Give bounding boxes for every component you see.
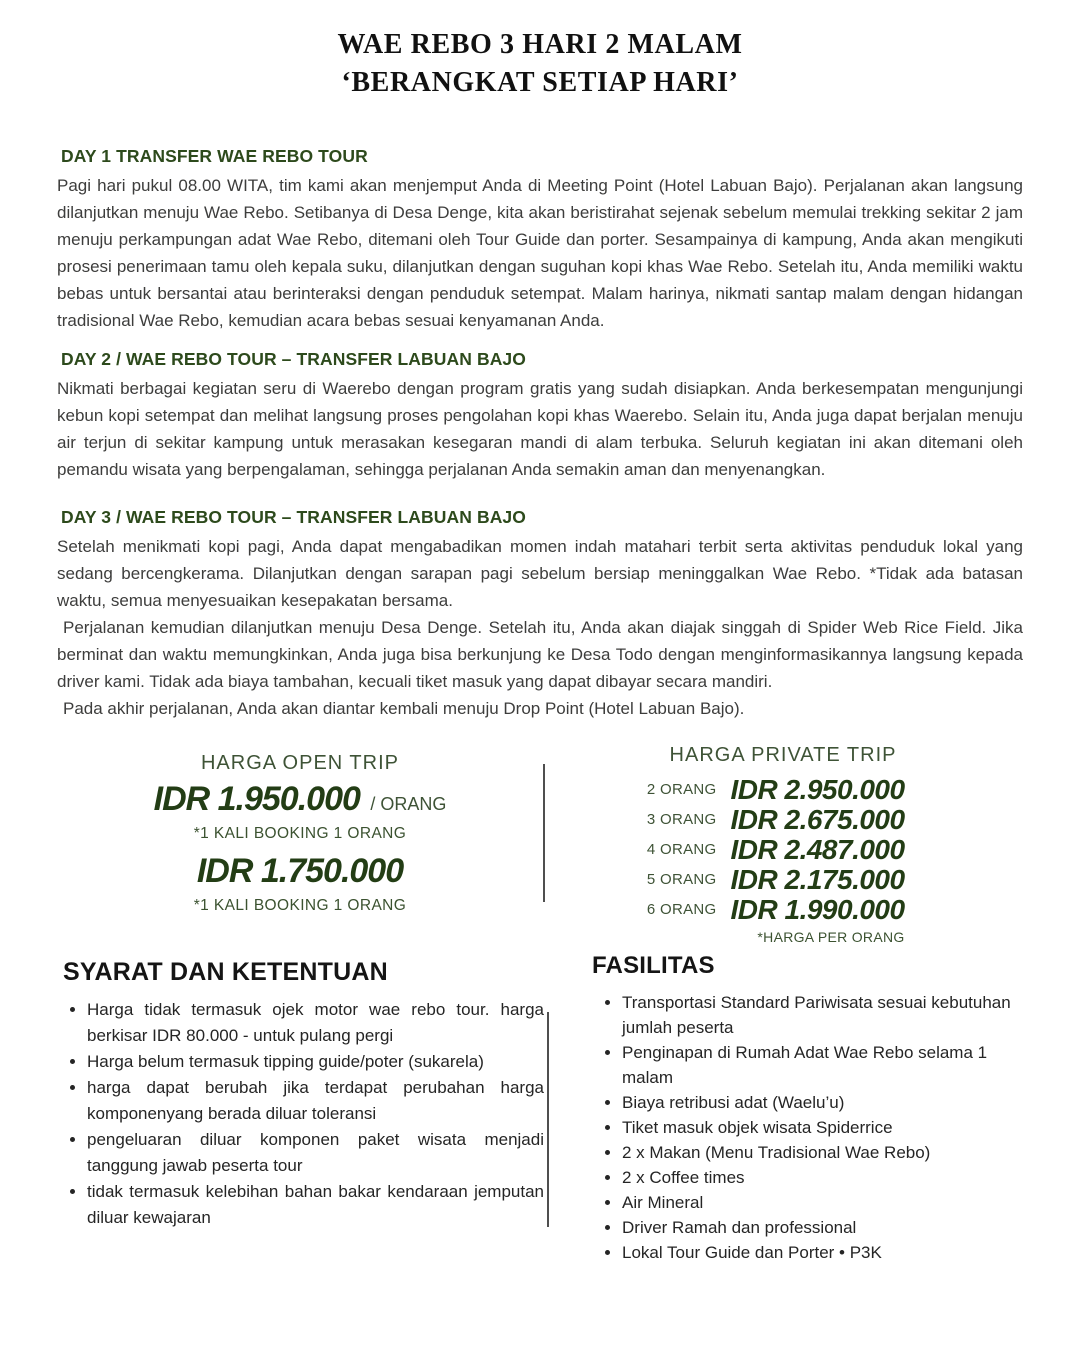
private-row-amount: IDR 2.487.000 <box>730 834 905 865</box>
facilities-heading: FASILITAS <box>592 952 715 979</box>
terms-heading: SYARAT DAN KETENTUAN <box>63 958 388 986</box>
terms-item: • harga dapat berubah jika terdapat perubahan harga komponenyang berada diluar toleransi <box>87 1075 544 1127</box>
private-trip-heading: HARGA PRIVATE TRIP <box>669 744 897 766</box>
facilities-item: • Biaya retribusi adat (Waelu’u) <box>622 1090 1023 1115</box>
private-row-label: 5 ORANG <box>646 871 717 888</box>
day-3-paragraph-3: Pada akhir perjalanan, Anda akan diantar kembali menuju Drop Point (Hotel Labuan Bajo). <box>63 699 745 718</box>
day-2-heading: DAY 2 / WAE REBO TOUR – TRANSFER LABUAN BAJO <box>61 349 526 369</box>
terms-item: • tidak termasuk kelebihan bahan bakar kendaraan jemputan diluar kewajaran <box>87 1179 544 1231</box>
open-trip-note-2: *1 KALI BOOKING 1 ORANG <box>193 897 407 914</box>
private-row-amount: IDR 2.175.000 <box>730 864 905 895</box>
facilities-item: • 2 x Coffee times <box>622 1165 1023 1190</box>
terms-item: • pengeluaran diluar komponen paket wisata menjadi tanggung jawab peserta tour <box>87 1127 544 1179</box>
open-trip-price-1-amount: IDR 1.950.000 <box>153 780 360 818</box>
facilities-item: • Transportasi Standard Pariwisata sesuai kebutuhan jumlah peserta <box>622 990 1023 1040</box>
facilities-item: • Driver Ramah dan professional <box>622 1215 1023 1240</box>
terms-section <box>57 950 544 1265</box>
open-trip-heading: HARGA OPEN TRIP <box>200 752 399 774</box>
private-row-amount: IDR 1.990.000 <box>730 894 905 925</box>
private-trip-row <box>543 895 1023 924</box>
terms-item: • Harga belum termasuk tipping guide/poter (sukarela) <box>87 1049 544 1075</box>
facilities-item: • Tiket masuk objek wisata Spiderrice <box>622 1115 1023 1140</box>
day-3-paragraph-1: Setelah menikmati kopi pagi, Anda dapat mengabadikan momen indah matahari terbit serta aktivitas penduduk lokal yang sedang bercengkerama. Dilanjutkan dengan sarapan pagi sebelum bersiap meninggalkan Wae Rebo. *Tidak ada batasan waktu, semua menyesuaikan kesepakatan bersama. <box>57 537 1023 610</box>
facilities-item: • Penginapan di Rumah Adat Wae Rebo selama 1 malam <box>622 1040 1023 1090</box>
facilities-item: • 2 x Makan (Menu Tradisional Wae Rebo) <box>622 1140 1023 1165</box>
open-trip-price-1-suffix: / ORANG <box>370 794 447 814</box>
title-line-2: ‘BERANGKAT SETIAP HARI’ <box>341 67 739 98</box>
day-1-section <box>57 146 1023 334</box>
day-3-section <box>57 507 1023 722</box>
private-trip-row <box>543 835 1023 864</box>
day-3-paragraph-2: Perjalanan kemudian dilanjutkan menuju Desa Denge. Setelah itu, Anda akan diajak singgah di Spider Web Rice Field. Jika berminat dan waktu memungkinkan, Anda juga bisa berkunjung ke Desa Todo dengan menginformasikannya langsung kepada driver kami. Tidak ada biaya tambahan, kecuali tiket masuk yang dapat dibayar secara mandiri. <box>57 618 1023 691</box>
bottom-section <box>57 950 1023 1265</box>
terms-list <box>57 997 544 1231</box>
private-trip-row <box>543 865 1023 894</box>
facilities-item: • Lokal Tour Guide dan Porter • P3K <box>622 1240 1023 1265</box>
facilities-section <box>592 950 1023 1265</box>
pricing-section <box>57 742 1023 945</box>
day-1-heading: DAY 1 TRANSFER WAE REBO TOUR <box>61 146 368 166</box>
bottom-vertical-divider <box>547 1012 549 1227</box>
private-row-amount: IDR 2.950.000 <box>730 774 905 805</box>
private-trip-block <box>543 742 1023 945</box>
facilities-list <box>592 990 1023 1265</box>
pricing-vertical-divider <box>543 764 545 902</box>
facilities-item: • Air Mineral <box>622 1190 1023 1215</box>
private-trip-note: *HARGA PER ORANG <box>757 929 905 945</box>
private-row-label: 6 ORANG <box>646 901 717 918</box>
day-1-paragraph: Pagi hari pukul 08.00 WITA, tim kami akan menjemput Anda di Meeting Point (Hotel Labuan Bajo). Perjalanan akan langsung dilanjutkan menuju Wae Rebo. Setibanya di Desa Denge, kita akan beristirahat sejenak sebelum memulai trekking sekitar 2 jam menuju perkampungan adat Wae Rebo, ditemani oleh Tour Guide dan porter. Sesampainya di kampung, Anda akan mengikuti prosesi penerimaan tamu oleh kepala suku, dilanjutkan dengan suguhan kopi khas Wae Rebo. Setelah itu, Anda memiliki waktu bebas untuk bersantai atau berinteraksi dengan penduduk setempat. Malam harinya, nikmati santap malam dengan hidangan tradisional Wae Rebo, kemudian acara bebas sesuai kenyamanan Anda. <box>57 176 1023 330</box>
private-row-amount: IDR 2.675.000 <box>730 804 905 835</box>
private-row-label: 4 ORANG <box>646 841 717 858</box>
title-line-1: WAE REBO 3 HARI 2 MALAM <box>337 29 743 60</box>
open-trip-price-2 <box>57 852 543 891</box>
private-row-label: 3 ORANG <box>646 811 717 828</box>
private-trip-row <box>543 805 1023 834</box>
day-2-paragraph: Nikmati berbagai kegiatan seru di Waerebo dengan program gratis yang sudah disiapkan. Anda berkesempatan mengunjungi kebun kopi setempat dan melihat langsung proses pengolahan kopi khas Waerebo. Selain itu, Anda juga dapat berjalan menuju air terjun di sekitar kampung untuk merasakan kesegaran mandi di alam terbuka. Seluruh kegiatan ini akan ditemani oleh pemandu wisata yang berpengalaman, sehingga perjalanan Anda semakin aman dan menyenangkan. <box>57 379 1023 479</box>
open-trip-block <box>57 742 543 934</box>
day-3-heading: DAY 3 / WAE REBO TOUR – TRANSFER LABUAN BAJO <box>61 507 526 527</box>
day-2-section <box>57 349 1023 483</box>
terms-item: • Harga tidak termasuk ojek motor wae rebo tour. harga berkisar IDR 80.000 - untuk pulang pergi <box>87 997 544 1049</box>
page-title <box>57 26 1023 102</box>
open-trip-price-2-amount: IDR 1.750.000 <box>196 852 404 890</box>
private-trip-row <box>543 775 1023 804</box>
open-trip-note-1: *1 KALI BOOKING 1 ORANG <box>193 825 407 842</box>
open-trip-price-1 <box>57 780 543 819</box>
private-row-label: 2 ORANG <box>646 781 717 798</box>
